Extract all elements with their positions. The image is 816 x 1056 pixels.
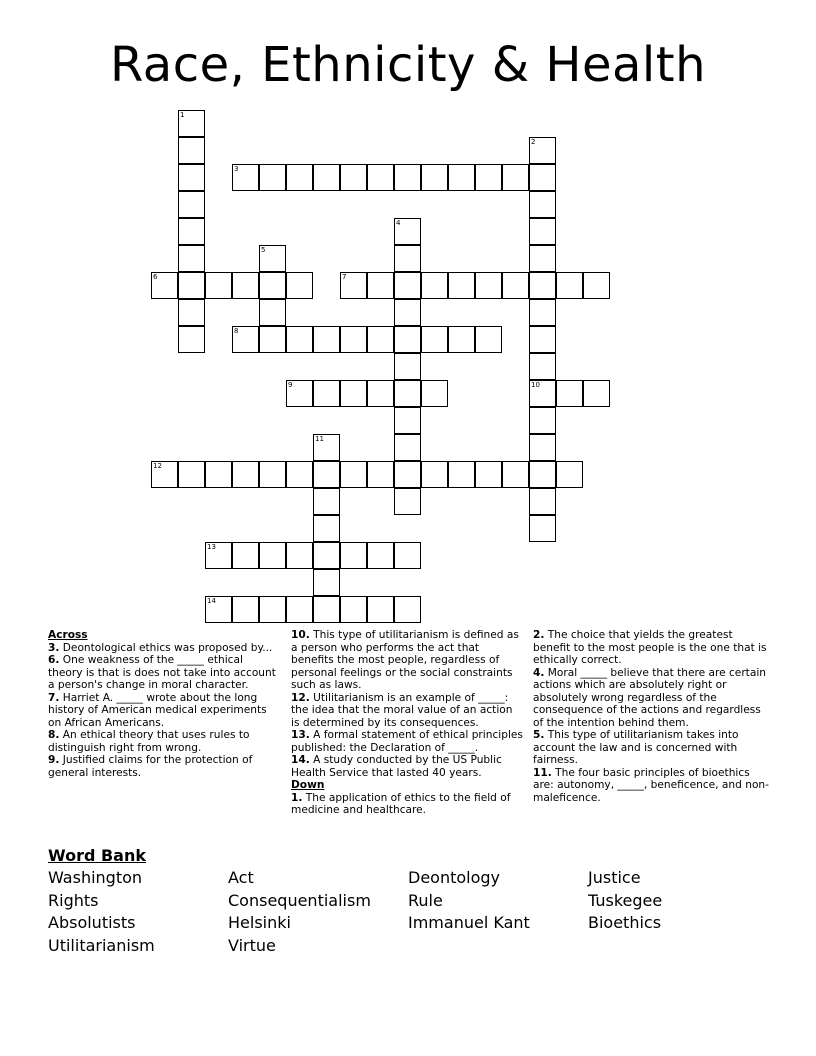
crossword-cell[interactable] bbox=[583, 380, 610, 407]
clue-text: Moral _____ believe that there are certain actions which are absolutely right or absolutely wrong regardless of the consequence of the actions and regardless of the intention behind them. bbox=[533, 666, 766, 729]
crossword-cell[interactable] bbox=[151, 461, 178, 488]
crossword-cell[interactable] bbox=[313, 164, 340, 191]
clues-column-left bbox=[48, 629, 276, 779]
clue-number: 8. bbox=[48, 729, 60, 741]
cell-number: 13 bbox=[207, 543, 216, 551]
crossword-cell[interactable] bbox=[205, 272, 232, 299]
word-bank-item: Justice bbox=[588, 868, 641, 887]
crossword-cell[interactable] bbox=[502, 461, 529, 488]
cell-number: 5 bbox=[261, 246, 266, 254]
clue-number: 6. bbox=[48, 654, 60, 666]
crossword-cell[interactable] bbox=[286, 542, 313, 569]
crossword-cell[interactable] bbox=[259, 299, 286, 326]
crossword-cell[interactable] bbox=[286, 380, 313, 407]
crossword-cell[interactable] bbox=[178, 191, 205, 218]
crossword-cell[interactable] bbox=[394, 218, 421, 245]
crossword-cell[interactable] bbox=[313, 596, 340, 623]
crossword-cell[interactable] bbox=[529, 515, 556, 542]
clue-text: A formal statement of ethical principles published: the Declaration of _____. bbox=[291, 729, 523, 754]
word-bank-title: Word Bank bbox=[48, 846, 147, 865]
crossword-cell[interactable] bbox=[286, 164, 313, 191]
crossword-cell[interactable] bbox=[529, 218, 556, 245]
crossword-cell[interactable] bbox=[367, 596, 394, 623]
crossword-cell[interactable] bbox=[529, 434, 556, 461]
crossword-cell[interactable] bbox=[556, 461, 583, 488]
crossword-cell[interactable] bbox=[232, 461, 259, 488]
clue-number: 7. bbox=[48, 691, 60, 704]
clue-number: 9. bbox=[48, 754, 60, 766]
crossword-cell[interactable] bbox=[394, 407, 421, 434]
clue-number: 2. bbox=[533, 629, 545, 641]
across-header: Across bbox=[48, 629, 88, 641]
crossword-cell[interactable] bbox=[367, 164, 394, 191]
crossword-cell[interactable] bbox=[205, 596, 232, 623]
crossword-cell[interactable] bbox=[448, 272, 475, 299]
crossword-cell[interactable] bbox=[529, 407, 556, 434]
crossword-cell[interactable] bbox=[394, 164, 421, 191]
word-bank-item: Act bbox=[228, 868, 254, 887]
crossword-cell[interactable] bbox=[448, 326, 475, 353]
crossword-cell[interactable] bbox=[259, 542, 286, 569]
crossword-cell[interactable] bbox=[313, 542, 340, 569]
across-clue bbox=[291, 754, 523, 779]
word-bank-item: Absolutists bbox=[48, 913, 136, 932]
crossword-cell[interactable] bbox=[448, 461, 475, 488]
crossword-cell[interactable] bbox=[394, 353, 421, 380]
clue-number: 11. bbox=[533, 766, 552, 779]
crossword-cell[interactable] bbox=[259, 461, 286, 488]
cell-number: 8 bbox=[234, 327, 239, 335]
crossword-cell[interactable] bbox=[313, 569, 340, 596]
down-header: Down bbox=[291, 779, 325, 791]
word-bank-item: Rights bbox=[48, 890, 99, 910]
crossword-cell[interactable] bbox=[475, 272, 502, 299]
word-bank-item: Immanuel Kant bbox=[408, 913, 530, 932]
across-clue bbox=[291, 692, 523, 730]
crossword-cell[interactable] bbox=[529, 191, 556, 218]
crossword-cell[interactable] bbox=[475, 461, 502, 488]
cell-number: 7 bbox=[342, 273, 347, 281]
cell-number: 12 bbox=[153, 462, 162, 470]
crossword-cell[interactable] bbox=[394, 542, 421, 569]
word-bank-item: Bioethics bbox=[588, 913, 662, 932]
crossword-cell[interactable] bbox=[232, 272, 259, 299]
crossword-cell[interactable] bbox=[286, 326, 313, 353]
cell-number: 11 bbox=[315, 435, 324, 443]
crossword-cell[interactable] bbox=[178, 326, 205, 353]
crossword-cell[interactable] bbox=[367, 542, 394, 569]
crossword-cell[interactable] bbox=[178, 272, 205, 299]
crossword-cell[interactable] bbox=[178, 164, 205, 191]
crossword-cell[interactable] bbox=[529, 353, 556, 380]
down-clue bbox=[533, 629, 769, 667]
crossword-cell[interactable] bbox=[421, 461, 448, 488]
word-bank-item: Utilitarianism bbox=[48, 935, 155, 955]
crossword-cell[interactable] bbox=[286, 461, 313, 488]
crossword-cell[interactable] bbox=[529, 245, 556, 272]
across-clue bbox=[291, 629, 523, 692]
clue-number: 1. bbox=[291, 791, 303, 804]
crossword-cell[interactable] bbox=[394, 326, 421, 353]
clue-text: This type of utilitarianism takes into account the law and is concerned with fairness. bbox=[533, 729, 739, 766]
word-bank-item: Consequentialism bbox=[228, 890, 371, 910]
crossword-cell[interactable] bbox=[529, 164, 556, 191]
crossword-cell[interactable] bbox=[313, 461, 340, 488]
clue-text: The four basic principles of bioethics are: autonomy, _____, beneficence, and non-maleficence. bbox=[533, 766, 769, 804]
clue-text: Justified claims for the protection of general interests. bbox=[48, 754, 253, 779]
crossword-cell[interactable] bbox=[394, 461, 421, 488]
crossword-cell[interactable] bbox=[259, 326, 286, 353]
word-bank-item: Washington bbox=[48, 868, 143, 887]
crossword-cell[interactable] bbox=[475, 164, 502, 191]
crossword-cell[interactable] bbox=[367, 326, 394, 353]
crossword-cell[interactable] bbox=[178, 110, 205, 137]
clue-text: Utilitarianism is an example of _____: the idea that the moral value of an action is determined by its consequences. bbox=[291, 691, 513, 729]
word-bank-item: Rule bbox=[408, 890, 443, 910]
clue-number: 12. bbox=[291, 691, 310, 704]
crossword-cell[interactable] bbox=[529, 380, 556, 407]
crossword-cell[interactable] bbox=[394, 434, 421, 461]
crossword-cell[interactable] bbox=[232, 596, 259, 623]
word-bank-item: Tuskegee bbox=[588, 890, 663, 910]
clue-number: 4. bbox=[533, 666, 545, 679]
crossword-cell[interactable] bbox=[529, 272, 556, 299]
crossword-cell[interactable] bbox=[259, 596, 286, 623]
crossword-cell[interactable] bbox=[178, 218, 205, 245]
cell-number: 2 bbox=[531, 138, 536, 146]
down-clue bbox=[533, 667, 769, 730]
crossword-cell[interactable] bbox=[556, 272, 583, 299]
crossword-cell[interactable] bbox=[394, 299, 421, 326]
crossword-cell[interactable] bbox=[502, 272, 529, 299]
crossword-cell[interactable] bbox=[448, 164, 475, 191]
crossword-cell[interactable] bbox=[367, 461, 394, 488]
crossword-cell[interactable] bbox=[313, 434, 340, 461]
crossword-cell[interactable] bbox=[286, 272, 313, 299]
crossword-cell[interactable] bbox=[340, 164, 367, 191]
crossword-cell[interactable] bbox=[340, 380, 367, 407]
crossword-cell[interactable] bbox=[583, 272, 610, 299]
crossword-cell[interactable] bbox=[313, 326, 340, 353]
crossword-cell[interactable] bbox=[313, 515, 340, 542]
word-bank bbox=[48, 867, 808, 957]
clues-column-right bbox=[533, 629, 769, 804]
cell-number: 9 bbox=[288, 381, 293, 389]
word-bank-item: Helsinki bbox=[228, 913, 291, 932]
clue-text: This type of utilitarianism is defined as a person who performs the act that benefits the most people, regardless of personal feelings or the social constraints such as laws. bbox=[291, 629, 519, 691]
crossword-cell[interactable] bbox=[475, 326, 502, 353]
crossword-cell[interactable] bbox=[556, 380, 583, 407]
crossword-cell[interactable] bbox=[340, 542, 367, 569]
crossword-cell[interactable] bbox=[259, 272, 286, 299]
crossword-cell[interactable] bbox=[421, 326, 448, 353]
crossword-cell[interactable] bbox=[232, 326, 259, 353]
crossword-cell[interactable] bbox=[232, 542, 259, 569]
clues-column-middle bbox=[291, 629, 523, 817]
crossword-cell[interactable] bbox=[502, 164, 529, 191]
clue-number: 14. bbox=[291, 754, 310, 766]
across-clue bbox=[48, 692, 276, 730]
crossword-cell[interactable] bbox=[178, 299, 205, 326]
crossword-cell[interactable] bbox=[313, 488, 340, 515]
puzzle-title: Race, Ethnicity & Health bbox=[110, 37, 706, 93]
crossword-cell[interactable] bbox=[178, 245, 205, 272]
clue-number: 5. bbox=[533, 729, 545, 741]
across-clue bbox=[291, 729, 523, 754]
crossword-cell[interactable] bbox=[367, 380, 394, 407]
crossword-cell[interactable] bbox=[232, 164, 259, 191]
across-clue bbox=[48, 642, 276, 655]
crossword-cell[interactable] bbox=[421, 164, 448, 191]
crossword-cell[interactable] bbox=[529, 299, 556, 326]
clue-text: An ethical theory that uses rules to distinguish right from wrong. bbox=[48, 729, 250, 754]
crossword-cell[interactable] bbox=[151, 272, 178, 299]
across-clue bbox=[48, 729, 276, 754]
crossword-cell[interactable] bbox=[340, 461, 367, 488]
crossword-cell[interactable] bbox=[205, 461, 232, 488]
crossword-cell[interactable] bbox=[340, 326, 367, 353]
crossword-cell[interactable] bbox=[394, 380, 421, 407]
cell-number: 1 bbox=[180, 111, 185, 119]
crossword-cell[interactable] bbox=[367, 272, 394, 299]
crossword-cell[interactable] bbox=[394, 245, 421, 272]
crossword-cell[interactable] bbox=[529, 326, 556, 353]
crossword-cell[interactable] bbox=[340, 272, 367, 299]
cell-number: 3 bbox=[234, 165, 239, 173]
crossword-cell[interactable] bbox=[529, 461, 556, 488]
cell-number: 14 bbox=[207, 597, 216, 605]
crossword-cell[interactable] bbox=[286, 596, 313, 623]
clue-text: A study conducted by the US Public Health Service that lasted 40 years. bbox=[291, 754, 502, 779]
down-clue bbox=[533, 767, 769, 805]
clue-text: The choice that yields the greatest benefit to the most people is the one that is ethically correct. bbox=[533, 629, 767, 666]
crossword-cell[interactable] bbox=[394, 272, 421, 299]
crossword-cell[interactable] bbox=[394, 488, 421, 515]
down-clue bbox=[533, 729, 769, 767]
word-bank-item: Deontology bbox=[408, 868, 501, 887]
clue-number: 10. bbox=[291, 629, 310, 641]
cell-number: 6 bbox=[153, 273, 158, 281]
crossword-cell[interactable] bbox=[178, 461, 205, 488]
word-bank-item: Virtue bbox=[228, 935, 276, 955]
clue-text: Deontological ethics was proposed by... bbox=[59, 641, 273, 654]
clue-text: The application of ethics to the field of medicine and healthcare. bbox=[291, 791, 511, 816]
crossword-cell[interactable] bbox=[205, 542, 232, 569]
crossword-cell[interactable] bbox=[529, 137, 556, 164]
crossword-cell[interactable] bbox=[421, 272, 448, 299]
down-clue bbox=[291, 792, 523, 817]
clue-number: 3. bbox=[48, 641, 60, 654]
crossword-cell[interactable] bbox=[394, 596, 421, 623]
crossword-cell[interactable] bbox=[313, 380, 340, 407]
cell-number: 10 bbox=[531, 381, 540, 389]
clue-text: Harriet A. _____ wrote about the long history of American medical experiments on African Americans. bbox=[48, 691, 267, 729]
across-clue bbox=[48, 754, 276, 779]
clue-number: 13. bbox=[291, 729, 310, 741]
cell-number: 4 bbox=[396, 219, 401, 227]
crossword-cell[interactable] bbox=[529, 488, 556, 515]
across-clue bbox=[48, 654, 276, 692]
crossword-cell[interactable] bbox=[340, 596, 367, 623]
crossword-cell[interactable] bbox=[178, 137, 205, 164]
crossword-cell[interactable] bbox=[259, 245, 286, 272]
crossword-cell[interactable] bbox=[259, 164, 286, 191]
crossword-cell[interactable] bbox=[421, 380, 448, 407]
clue-text: One weakness of the _____ ethical theory is that is does not take into account a person's change in moral character. bbox=[48, 654, 276, 691]
